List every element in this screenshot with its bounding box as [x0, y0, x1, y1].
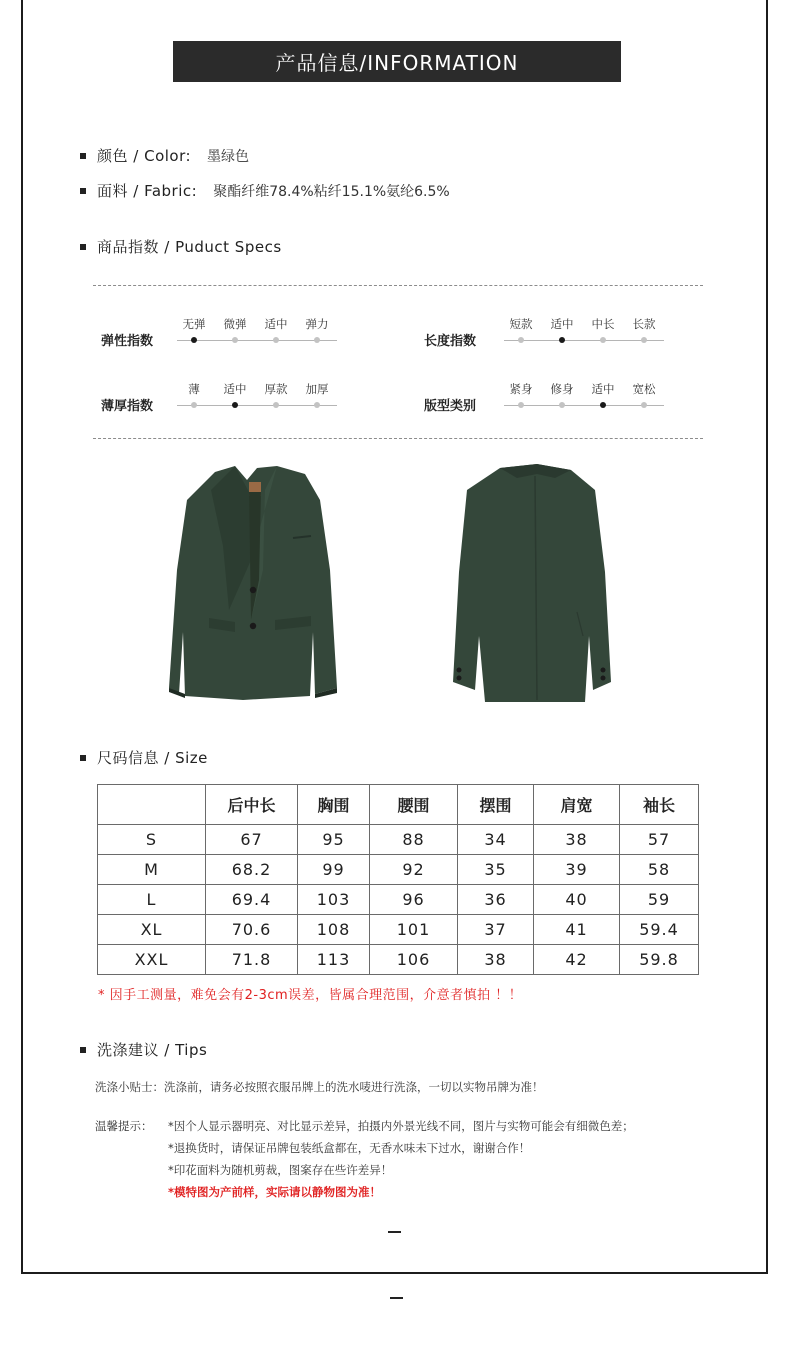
spec-option-label: 宽松 — [632, 382, 656, 396]
reminder-item: *退换货时，请保证吊牌包装纸盒都在，无香水味未下过水，谢谢合作！ — [168, 1141, 531, 1155]
dot-icon — [641, 337, 647, 343]
size-cell: 103 — [298, 885, 370, 915]
selected-dot-icon — [191, 337, 197, 343]
reminder-label: 温馨提示： — [95, 1119, 153, 1133]
spec-option — [501, 381, 541, 399]
page-title — [173, 41, 621, 82]
header-cell: 摆围 — [458, 785, 534, 825]
spec-name: 长度指数 — [424, 334, 477, 349]
scale-line — [504, 340, 664, 341]
bullet-icon — [80, 244, 86, 250]
size-section-title — [80, 747, 208, 768]
size-cell: 38 — [534, 825, 620, 855]
size-cell: 108 — [298, 915, 370, 945]
dot-icon — [641, 402, 647, 408]
dot-icon — [232, 337, 238, 343]
wash-tip: 洗涤小贴士：洗涤前，请务必按照衣服吊牌上的洗水唛进行洗涤，一切以实物吊牌为准！ — [95, 1080, 544, 1094]
spec-option-label: 无弹 — [182, 317, 206, 331]
size-cell: 70.6 — [206, 915, 298, 945]
bullet-icon — [80, 153, 86, 159]
size-cell: 59.4 — [620, 915, 699, 945]
size-cell: XL — [98, 915, 206, 945]
spec-option — [583, 381, 623, 399]
size-cell: 38 — [458, 945, 534, 975]
spec-option — [215, 316, 255, 334]
size-cell: S — [98, 825, 206, 855]
spec-option-label: 适中 — [550, 317, 574, 331]
spec-option — [215, 381, 255, 399]
spec-scale — [504, 381, 664, 411]
spec-option — [174, 316, 214, 334]
selected-dot-icon — [559, 337, 565, 343]
reminder-item: *印花面料为随机剪裁，图案存在些许差异！ — [168, 1163, 393, 1177]
dot-icon — [518, 402, 524, 408]
scale-line — [177, 340, 337, 341]
size-cell: M — [98, 855, 206, 885]
spec-option-label: 弹力 — [305, 317, 329, 331]
size-cell: 34 — [458, 825, 534, 855]
size-cell: 37 — [458, 915, 534, 945]
page-title-text: 产品信息/INFORMATION — [275, 51, 519, 75]
table-row — [98, 885, 699, 915]
dot-icon — [518, 337, 524, 343]
spec-option-label: 微弹 — [223, 317, 247, 331]
size-cell: 40 — [534, 885, 620, 915]
spec-name: 弹性指数 — [101, 334, 154, 349]
size-cell: 96 — [370, 885, 458, 915]
specs-section-title — [80, 236, 282, 257]
spec-option-label: 中长 — [591, 317, 615, 331]
size-cell: 69.4 — [206, 885, 298, 915]
tips-section-title — [80, 1039, 207, 1060]
spec-option — [542, 381, 582, 399]
spec-option-label: 修身 — [550, 382, 574, 396]
spec-option-label: 厚款 — [264, 382, 288, 396]
table-row — [98, 855, 699, 885]
dash-mark — [390, 1297, 403, 1299]
scale-line — [504, 405, 664, 406]
size-cell: 57 — [620, 825, 699, 855]
spec-option-label: 短款 — [509, 317, 533, 331]
color-value: 墨绿色 — [207, 148, 250, 165]
size-cell: 35 — [458, 855, 534, 885]
size-cell: 41 — [534, 915, 620, 945]
size-cell: 42 — [534, 945, 620, 975]
size-cell: 88 — [370, 825, 458, 855]
measurement-note: * 因手工测量，难免会有2-3cm误差，皆属合理范围，介意者慎拍 ！！ — [98, 988, 523, 1003]
spec-option — [297, 316, 337, 334]
size-cell: 36 — [458, 885, 534, 915]
spec-scale — [504, 316, 664, 346]
dot-icon — [600, 337, 606, 343]
size-table-header — [98, 785, 699, 825]
size-title-text: 尺码信息 / Size — [97, 749, 208, 767]
selected-dot-icon — [232, 402, 238, 408]
header-cell: 后中长 — [206, 785, 298, 825]
jacket-front-image — [165, 460, 350, 708]
divider — [93, 285, 703, 286]
size-cell: L — [98, 885, 206, 915]
dot-icon — [314, 402, 320, 408]
spec-option — [174, 381, 214, 399]
size-cell: 95 — [298, 825, 370, 855]
spec-option — [583, 316, 623, 334]
spec-option — [256, 316, 296, 334]
spec-option-label: 加厚 — [305, 382, 329, 396]
spec-option-label: 紧身 — [509, 382, 533, 396]
dot-icon — [273, 402, 279, 408]
fabric-value: 聚酯纤维78.4%粘纤15.1%氨纶6.5% — [213, 183, 450, 200]
spec-option-label: 适中 — [264, 317, 288, 331]
header-cell: 袖长 — [620, 785, 699, 825]
size-cell: 99 — [298, 855, 370, 885]
fabric-attribute — [80, 180, 450, 201]
header-cell: 肩宽 — [534, 785, 620, 825]
spec-option-label: 适中 — [223, 382, 247, 396]
size-cell: 67 — [206, 825, 298, 855]
spec-option-label: 长款 — [632, 317, 656, 331]
size-cell: 58 — [620, 855, 699, 885]
header-cell — [98, 785, 206, 825]
dot-icon — [191, 402, 197, 408]
divider — [93, 438, 703, 439]
bullet-icon — [80, 188, 86, 194]
tips-title-text: 洗涤建议 / Tips — [97, 1041, 208, 1059]
bullet-icon — [80, 755, 86, 761]
spec-scale — [177, 381, 337, 411]
spec-name: 版型类别 — [424, 399, 477, 414]
size-cell: 68.2 — [206, 855, 298, 885]
color-attribute — [80, 145, 249, 166]
fabric-label: 面料 / Fabric: — [97, 182, 198, 200]
size-cell: 59 — [620, 885, 699, 915]
spec-name: 薄厚指数 — [101, 399, 154, 414]
size-table — [97, 784, 699, 975]
spec-option-label: 薄 — [188, 382, 200, 396]
color-label: 颜色 / Color: — [97, 147, 192, 165]
size-cell: 39 — [534, 855, 620, 885]
bullet-icon — [80, 1047, 86, 1053]
size-cell: XXL — [98, 945, 206, 975]
table-row — [98, 915, 699, 945]
spec-option — [297, 381, 337, 399]
dash-mark — [388, 1231, 401, 1233]
spec-option — [542, 316, 582, 334]
size-cell: 71.8 — [206, 945, 298, 975]
dot-icon — [273, 337, 279, 343]
spec-option — [624, 381, 664, 399]
spec-scale — [177, 316, 337, 346]
table-row — [98, 825, 699, 855]
dot-icon — [559, 402, 565, 408]
table-row — [98, 945, 699, 975]
spec-option — [624, 316, 664, 334]
size-cell: 59.8 — [620, 945, 699, 975]
spec-option — [256, 381, 296, 399]
size-cell: 106 — [370, 945, 458, 975]
header-cell: 腰围 — [370, 785, 458, 825]
reminder-item: *因个人显示器明亮、对比显示差异，拍摄内外景光线不同，图片与实物可能会有细微色差； — [168, 1119, 634, 1133]
selected-dot-icon — [600, 402, 606, 408]
size-cell: 101 — [370, 915, 458, 945]
reminder-item-highlight: *模特图为产前样，实际请以静物图为准！ — [168, 1185, 382, 1199]
size-cell: 92 — [370, 855, 458, 885]
scale-line — [177, 405, 337, 406]
specs-title-text: 商品指数 / Puduct Specs — [97, 238, 282, 256]
jacket-back-image — [445, 462, 620, 708]
dot-icon — [314, 337, 320, 343]
header-cell: 胸围 — [298, 785, 370, 825]
size-cell: 113 — [298, 945, 370, 975]
spec-option-label: 适中 — [591, 382, 615, 396]
spec-option — [501, 316, 541, 334]
